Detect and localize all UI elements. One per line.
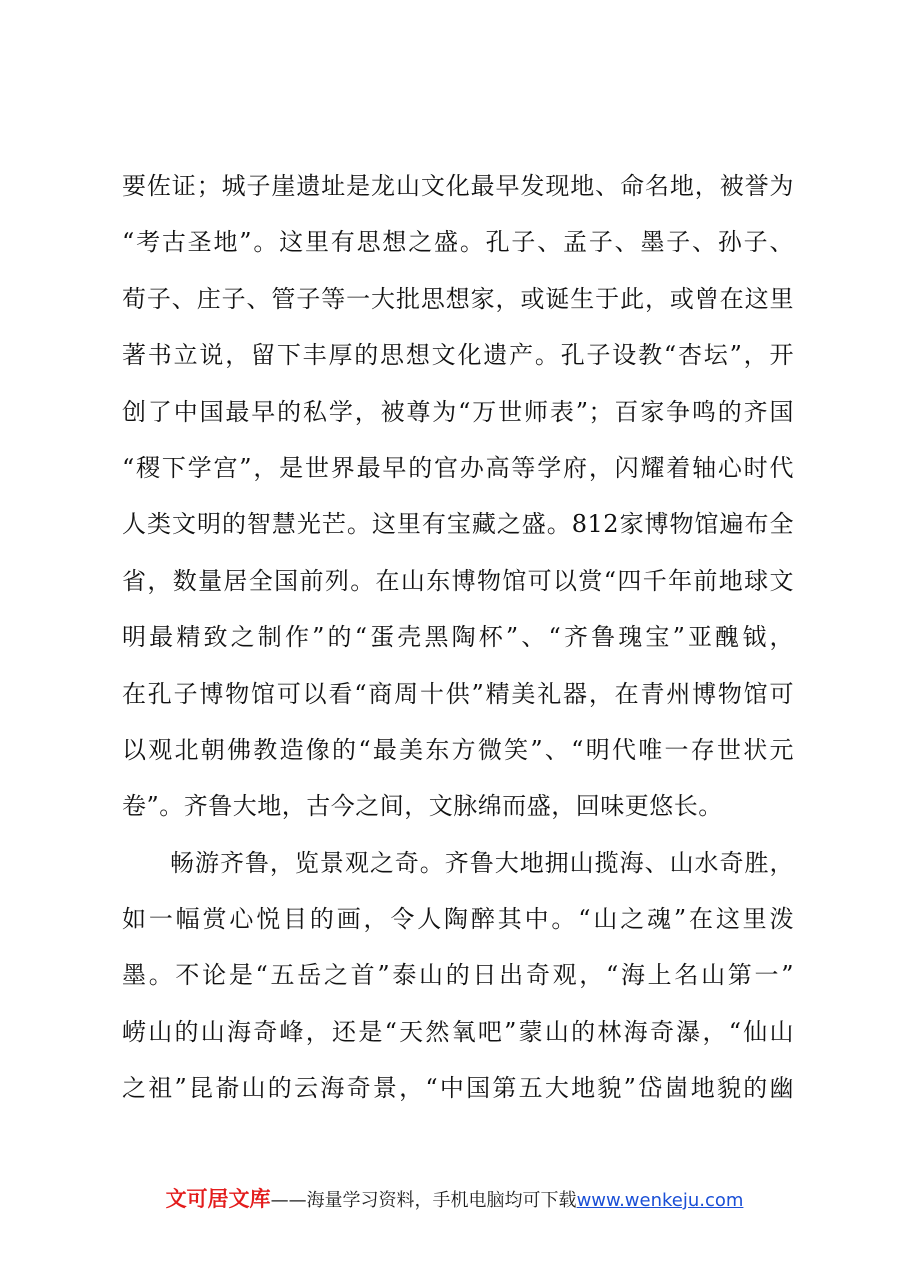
text-line: 省，数量居全国前列。在山东博物馆可以赏“四千年前地球文	[122, 566, 794, 595]
text-line: 卷”。齐鲁大地，古今之间，文脉绵而盛，回味更悠长。	[122, 792, 723, 821]
text-line: “考古圣地”。这里有思想之盛。孔子、孟子、墨子、孙子、	[122, 228, 794, 257]
text-line: 墨。不论是“五岳之首”泰山的日出奇观，“海上名山第一”	[122, 961, 794, 990]
text-line: 创了中国最早的私学，被尊为“万世师表”；百家争鸣的齐国	[122, 397, 794, 426]
paragraph-start-line: 畅游齐鲁，览景观之奇。齐鲁大地拥山揽海、山水奇胜，	[170, 848, 794, 877]
footer-banner	[0, 1183, 909, 1213]
body-text	[122, 166, 794, 1125]
text-line: 在孔子博物馆可以看“商周十供”精美礼器，在青州博物馆可	[122, 679, 794, 708]
text-line: 人类文明的智慧光芒。这里有宝藏之盛。812家博物馆遍布全	[122, 510, 794, 539]
footer-slogan: ——海量学习资料，手机电脑均可下载	[270, 1190, 577, 1211]
text-line: “稷下学宫”，是世界最早的官办高等学府，闪耀着轴心时代	[122, 453, 794, 482]
text-line: 荀子、庄子、管子等一大批思想家，或诞生于此，或曾在这里	[122, 284, 794, 313]
footer-brand: 文可居文库	[165, 1187, 271, 1211]
text-line: 要佐证；城子崖遗址是龙山文化最早发现地、命名地，被誉为	[122, 172, 794, 200]
text-line: 如一幅赏心悦目的画，令人陶醉其中。“山之魂”在这里泼	[122, 905, 794, 934]
text-line: 著书立说，留下丰厚的思想文化遗产。孔子设教“杏坛”，开	[122, 341, 794, 370]
text-line: 之祖”昆嵛山的云海奇景，“中国第五大地貌”岱崮地貌的幽	[122, 1074, 794, 1103]
footer-site-link[interactable]: www.wenkeju.com	[576, 1190, 744, 1211]
text-line: 以观北朝佛教造像的“最美东方微笑”、“明代唯一存世状元	[122, 735, 794, 764]
text-line: 明最精致之制作”的“蛋壳黑陶杯”、“齐鲁瑰宝”亚醜钺，	[122, 623, 794, 652]
text-line: 崂山的山海奇峰，还是“天然氧吧”蒙山的林海奇瀑，“仙山	[122, 1017, 794, 1046]
